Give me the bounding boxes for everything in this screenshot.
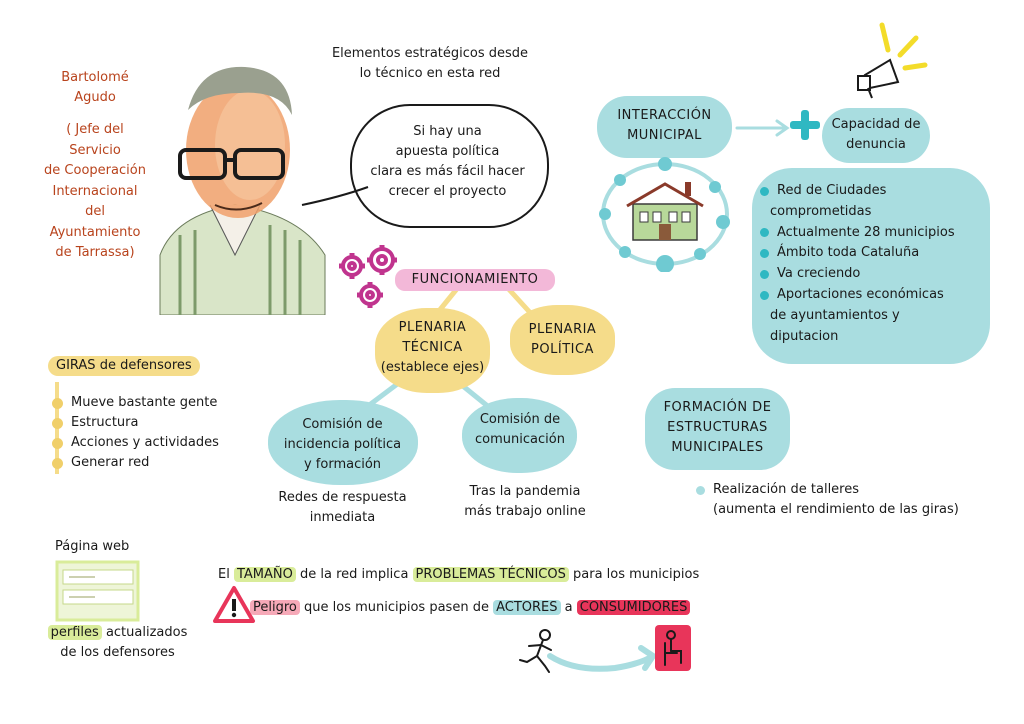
interaccion-item [760,264,990,285]
web-title: Página web [55,539,130,554]
interaccion-item-label: Actualmente 28 municipios [777,224,955,240]
plenaria-politica-line2: POLÍTICA [531,342,594,358]
comision-comunicacion [460,410,580,450]
webpage-icon [55,560,140,622]
comision-incidencia-line1: Comisión de [302,417,383,432]
interaccion-item [760,181,990,202]
interaccion-item [760,223,990,244]
interaccion-list [760,181,990,347]
pandemia [445,482,605,522]
speaker-role-line: ( Jefe del [66,122,124,137]
peligro-highlight: Peligro [250,600,300,615]
formacion-line3: MUNICIPALES [671,440,764,456]
bullet-dot [760,187,769,196]
peligro-text: que los municipios pasen de [299,600,494,615]
redes-respuesta [265,488,420,528]
plenaria-tecnica-line2: TÉCNICA [402,340,463,356]
giras-item [52,393,219,413]
redes-line2: inmediata [309,510,376,526]
formacion-line1: FORMACIÓN DE [663,400,772,415]
comision-incidencia-line3: y formación [303,457,382,473]
giras-item-label: Estructura [71,415,139,431]
bullet-dot [760,270,769,279]
interaccion-item [760,285,990,306]
speaker-role-line: del [85,204,105,220]
seated-person-icon [655,625,691,671]
interaccion-line2: MUNICIPAL [627,128,702,144]
problema-sentence [218,565,808,585]
giras-item [52,433,219,453]
peligro-text: a [560,600,577,615]
plenaria-politica [510,320,615,360]
interaccion-line1: INTERACCIÓN [617,108,712,123]
talleres [696,480,996,520]
giras-list [52,393,219,474]
speaker-name-line2: Agudo [74,90,116,106]
quote-line: Si hay una [413,124,482,139]
problema-text: para los municipios [568,567,700,582]
capacidad-line1: Capacidad de [831,117,921,132]
redes-line1: Redes de respuesta [278,490,407,505]
speaker-role-line: Internacional [52,183,138,199]
transition-arrow [545,638,660,678]
plenaria-politica-line1: PLENARIA [528,322,597,337]
plenaria-tecnica-line1: PLENARIA [398,320,467,335]
speaker-role-line: de Tarrassa) [55,245,135,261]
interaccion-municipal [597,106,732,146]
bullet-dot [52,438,63,449]
giras-item-label: Acciones y actividades [71,435,219,451]
capacidad-denuncia [820,115,932,155]
comision-incidencia [265,415,420,475]
interaccion-item-label: Va creciendo [777,266,861,282]
talleres-line1: Realización de talleres [713,482,860,497]
comision-comunicacion-line2: comunicación [475,432,565,448]
formacion-estructuras [640,398,795,458]
consumidores-highlight: CONSUMIDORES [577,600,691,615]
header-line2: lo técnico en esta red [359,66,501,82]
speaker-role-line: Servicio [69,142,121,158]
bullet-dot [760,291,769,300]
talleres-line2: (aumenta el rendimiento de las giras) [713,502,959,518]
comision-comunicacion-line1: Comisión de [479,412,561,427]
bullet-dot [52,418,63,429]
pandemia-line1: Tras la pandemia [469,484,581,499]
speaker-role-line: de Cooperación [44,163,146,179]
bullet-dot [760,249,769,258]
interaccion-item-cont: de ayuntamientos y [770,307,900,323]
plenaria-tecnica-line3: (establece ejes) [380,360,485,376]
interaccion-item-label: Red de Ciudades [777,183,887,198]
problema-text: de la red implica [295,567,413,582]
perfiles-rest: actualizados [101,625,188,640]
perfiles-line2: de los defensores [60,645,175,661]
giras-item-label: Mueve bastante gente [71,395,218,410]
problema-text: El [218,567,234,582]
speaker-name-line1: Bartolomé [61,70,129,85]
interaccion-item [760,243,990,264]
perfiles-highlight: perfiles [48,625,102,640]
actores-highlight: ACTORES [493,600,560,615]
capacidad-line2: denuncia [846,137,906,153]
interaccion-item-cont: diputacion [770,328,839,344]
bullet-dot [52,398,63,409]
bullet-dot [760,228,769,237]
bullet-dot [696,486,705,495]
plus-icon [790,110,820,140]
tamano-highlight: TAMAÑO [234,567,296,582]
comision-incidencia-line2: incidencia política [283,437,402,453]
quote-line: clara es más fácil hacer [370,164,525,180]
speaker-role-line: Ayuntamiento [49,224,141,240]
talleres-item [696,480,996,500]
arrow-to-denuncia [735,118,795,138]
plenaria-tecnica [375,318,490,378]
funcionamiento-label: FUNCIONAMIENTO [395,269,555,291]
problemas-tecnicos-highlight: PROBLEMAS TÉCNICOS [413,567,569,582]
formacion-line2: ESTRUCTURAS [667,420,768,436]
giras-item [52,453,219,473]
quote-line: apuesta política [395,144,500,160]
pandemia-line2: más trabajo online [464,504,586,520]
peligro-sentence [250,598,750,618]
giras-item-label: Generar red [71,455,150,471]
giras-item [52,413,219,433]
quote-line: crecer el proyecto [388,184,507,200]
megaphone-icon [850,20,930,100]
interaccion-item-label: Aportaciones económicas [777,286,944,302]
header-line1: Elementos estratégicos desde [331,46,529,61]
town-hall-icon [595,152,735,272]
web-perfiles [30,623,205,663]
interaccion-item-cont: comprometidas [770,203,872,219]
interaccion-item-label: Ámbito toda Cataluña [777,245,920,261]
giras-title: GIRAS de defensores [48,356,200,376]
bullet-dot [52,458,63,469]
